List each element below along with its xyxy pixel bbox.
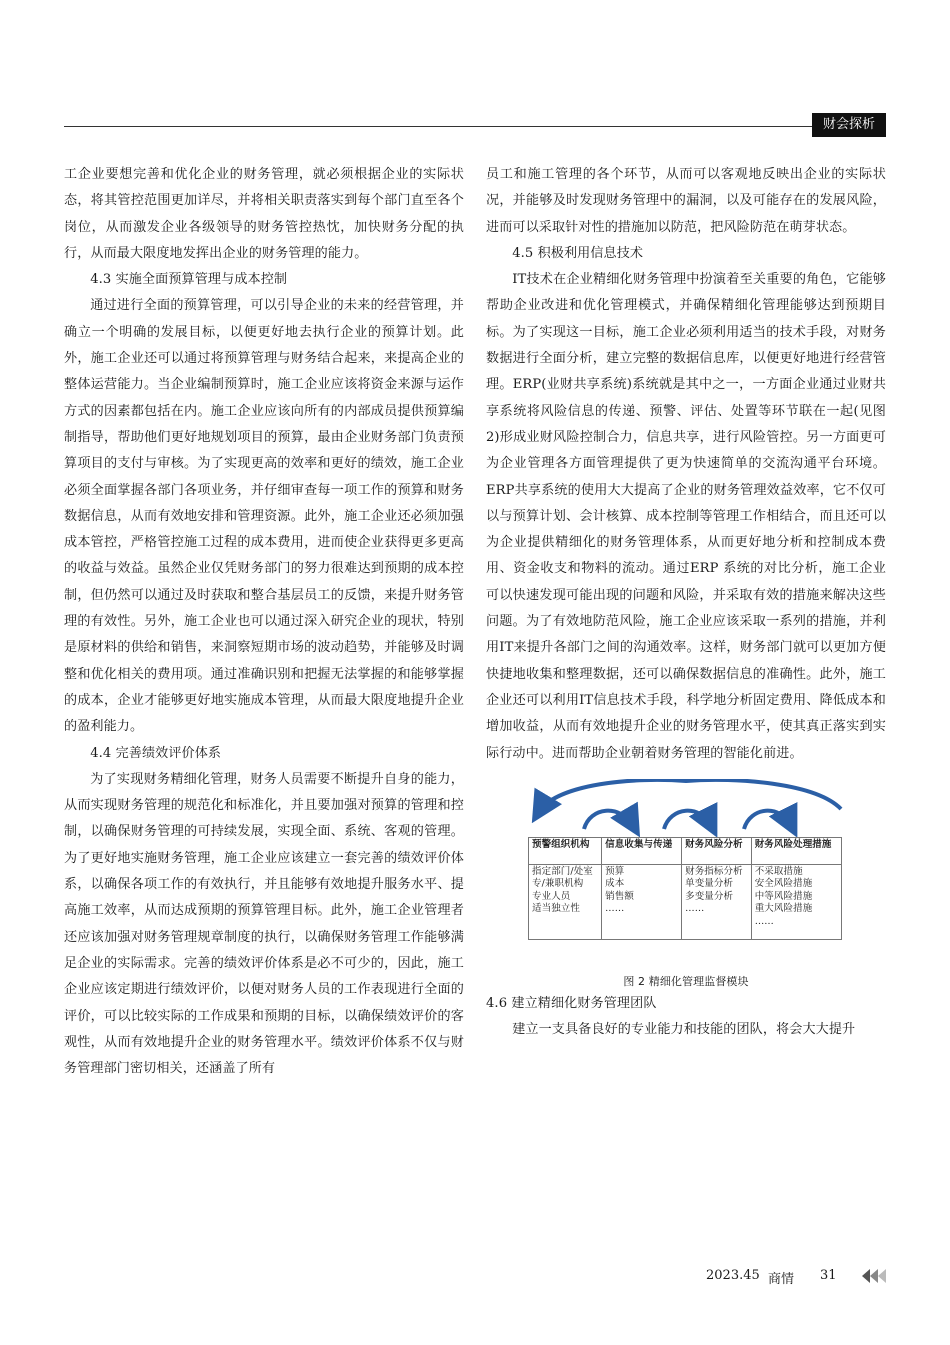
- chevron-left-icon: [860, 1268, 888, 1284]
- table-header: 财务风险分析: [682, 837, 752, 864]
- table-cell: 预算 成本 销售额 ……: [602, 864, 682, 939]
- footer-magazine: 商情: [768, 1272, 795, 1287]
- paragraph: 为了实现财务精细化管理，财务人员需要不断提升自身的能力，从而实现财务管理的规范化和标准化，并且要加强对预算的管理和控制，以确保财务管理的可持续发展，实现全面、系统、客观的管理。为了更好地实施财务管理，施工企业应该建立一套完善的绩效评价体系，以确保各项工作的有效执行，并且能够有效地提升服务水平、提高施工效率，从而达成预期的预算管理目标。此外，施工企业管理者还应该加强对财务管理规章制度的执行，以确保财务管理工作能够满足企业的实际需求。完善的绩效评价体系是必不可少的，因此，施工企业应该定期进行绩效评价，以便对财务人员的工作表现进行全面的评价，可以比较实际的工作成果和预期的目标，以确保绩效评价的客观性，从而有效地提升企业的财务管理水平。绩效评价体系不仅与财务管理部门密切相关，还涵盖了所有: [64, 771, 464, 1077]
- flow-arrows-graphic: [486, 779, 886, 839]
- flow-arc-arrow: [584, 811, 634, 829]
- table-cell: 财务指标分析 单变量分析 多变量分析 ……: [682, 864, 752, 939]
- section-heading-4-3: 4.3 实施全面预算管理与成本控制: [90, 272, 288, 288]
- table-cell: 不采取措施 安全风险措施 中等风险措施 重大风险措施 ……: [751, 864, 841, 939]
- page-number: 31: [820, 1268, 837, 1283]
- header-rule: [64, 126, 886, 127]
- table-header: 信息收集与传递: [602, 837, 682, 864]
- section-heading-4-5: 4.5 积极利用信息技术: [512, 245, 644, 261]
- paragraph: 通过进行全面的预算管理，可以引导企业的未来的经营管理，并确立一个明确的发展目标，以便更好地去执行企业的预算计划。此外，施工企业还可以通过将预算管理与财务结合起来，来提高企业的整体运营能力。当企业编制预算时，施工企业应该将资金来源与运作方式的因素都包括在内。施工企业应该向所有的内部成员提供预算编制指导，帮助他们更好地规划项目的预算，最由企业财务部门负责预算项目的支付与审核。为了实现更高的效率和更好的绩效，施工企业必须全面掌握各部门各项业务，并仔细审查每一项工作的预算和财务数据信息，从而有效地安排和管理资源。此外，施工企业还必须加强成本管控，严格管控施工过程的成本费用，进而使企业获得更多更高的收益与效益。虽然企业仅凭财务部门的努力很难达到预期的成本控制，但仍然可以通过及时获取和整合基层员工的反馈，来提升财务管理的有效性。另外，施工企业也可以通过深入研究企业的现状，特别是原材料的供给和销售，来洞察短期市场的波动趋势，并能够及时调整和优化相关的费用项。通过准确识别和把握无法掌握的和能够掌握的成本，企业才能够更好地实施成本管理，从而最大限度地提升企业的盈利能力。: [64, 298, 464, 735]
- risk-module-table: [528, 837, 842, 940]
- table-cell: 指定部门/处室 专/兼职机构 专业人员 适当独立性: [529, 864, 602, 939]
- left-column: [64, 162, 464, 1082]
- paragraph: 建立一支具备良好的专业能力和技能的团队，将会大大提升: [512, 1022, 856, 1038]
- section-heading-4-4: 4.4 完善绩效评价体系: [90, 745, 222, 761]
- paragraph: 员工和施工管理的各个环节，从而可以客观地反映出企业的实际状况，并能够及时发现财务管理中的漏洞，以及可能存在的发展风险，进而可以采取针对性的措施加以防范，把风险防范在萌芽状态。: [486, 167, 886, 235]
- flow-arc-arrow: [744, 811, 792, 829]
- section-heading-4-6: 4.6 建立精细化财务管理团队: [486, 995, 657, 1011]
- section-tag: 财会探析: [812, 113, 886, 137]
- paragraph: IT技术在企业精细化财务管理中扮演着至关重要的角色，它能够帮助企业改进和优化管理模式，并确保精细化管理能够达到预期目标。为了实现这一目标，施工企业必须利用适当的技术手段，对财务数据进行全面分析，建立完整的数据信息库，以便更好地进行经营管理。ERP(业财共享系统)系统就是其中之一，一方面企业通过业财共享系统将风险信息的传递、预警、评估、处置等环节联在一起(见图2)形成业财风险控制合力，信息共享，进行风险管控。另一方面更可为企业管理各方面管理提供了更为快速简单的交流沟通平台环境。ERP共享系统的使用大大提高了企业的财务管理效益效率，它不仅可以与预算计划、会计核算、成本控制等管理工作相结合，而且还可以为企业提供精细化的财务管理体系，从而更好地分析和控制成本费用、资金收支和物料的流动。通过ERP 系统的对比分析，施工企业可以快速发现可能出现的问题和风险，并采取有效的措施来解决这些问题。为了有效地防范风险，施工企业应该采取一系列的措施，并利用IT来提升各部门之间的沟通效率。这样，财务部门就可以更加方便快捷地收集和整理数据，还可以确保数据信息的准确性。此外，施工企业还可以利用IT信息技术手段，科学地分析固定费用、降低成本和增加收益，从而有效地提升企业的财务管理水平，使其真正落实到实际行动中。进而帮助企业朝着财务管理的智能化前进。: [486, 272, 886, 761]
- right-column: [486, 162, 886, 1043]
- footer-date: 2023.45: [706, 1268, 760, 1283]
- table-header: 财务风险处理措施: [751, 837, 841, 864]
- table-header: 预警组织机构: [529, 837, 602, 864]
- figure-2: [486, 779, 886, 991]
- paragraph: 工企业要想完善和优化企业的财务管理，就必须根据企业的实际状态，将其管控范围更加详尽，并将相关职责落实到每个部门直至各个岗位，从而激发企业各级领导的财务管控热忱，加快财务分配的执行，从而最大限度地发挥出企业的财务管理的能力。: [64, 167, 464, 261]
- figure-caption: 图 2 精细化管理监督模块: [623, 974, 749, 988]
- flow-arc-arrow: [664, 811, 712, 829]
- return-arc-arrow: [538, 780, 841, 813]
